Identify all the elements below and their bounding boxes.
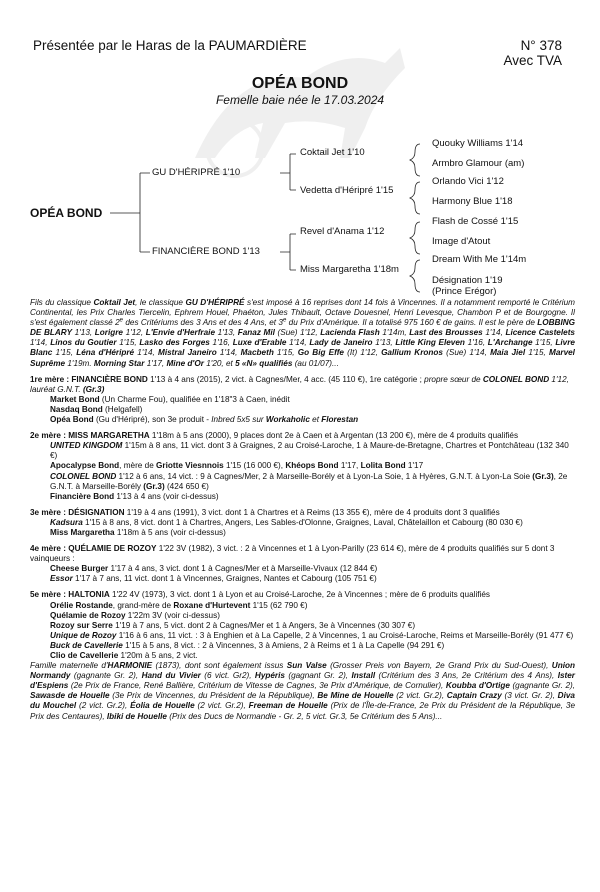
first-dam-section: 1re mère : FINANCIÈRE BOND 1'13 à 4 ans (2015), 2 vict. à Cagnes/Mer, 4 acc. (45 110 €), 1re catégorie ; propre sœur de COLONEL BOND 1'12, lauréat G.N.T. (Gr.3) Market Bond (Un Charme Fou), qualifiée en 1'18"3 à Caen, inédit Nasdaq Bond (Helgafell) Opéa Bond (Gu d'Héripré), son 3e produit - Inbred 5x5 sur Workaholic et Florestan — [30, 375, 575, 425]
list-item: Clio de Cavellerie 1'20m à 5 ans, 2 vict. — [50, 651, 198, 660]
horse-description: Femelle baie née le 17.03.2024 — [215, 93, 385, 107]
list-item: COLONEL BOND 1'12 à 6 ans, 14 vict. : 9 à Cagnes/Mer, 2 à Marseille-Borély et à Lyon-La Soie, 1 à Hyères, G.N.T. à Lyon-La Soie (Gr.3), 2e G.N.T. à Marseille-Borély (Gr.3) (424 650 €) — [50, 471, 568, 491]
pedigree-g3-8: Désignation 1'19 — [432, 275, 503, 286]
vat-status: Avec TVA — [503, 53, 562, 68]
fifth-dam-section: 5e mère : HALTONIA 1'22 4V (1973), 3 vict. dont 1 à Lyon et au Croisé-Laroche, 2e à Vincennes ; mère de 6 produits qualifiés Orélie Rostande, grand-mère de Roxane d'Hurtevent 1'15 (62 790 €) Quélamie de Rozoy 1'22m 3V (voir ci-dessus) Rozoy sur Serre 1'19 à 7 ans, 5 vict. dont 2 à Cagnes/Mer et 1 à Angers, 3e à Vincennes (30 307 €) Unique de Rozoy 1'16 à 6 ans, 11 vict. : 3 à Enghien et à La Capelle, 2 à Vincennes, 1 au Croisé-Laroche, Reims et Marseille-Borély (91 477 €) Buck de Cavellerie 1'15 à 5 ans, 8 vict. : 2 à Vincennes, 3 à Amiens, 2 à Reims et 1 à La Capelle (94 291 €) Clio de Cavellerie 1'20m à 5 ans, 2 vict. — [30, 590, 574, 660]
pedigree-g3-5: Flash de Cossé 1'15 — [432, 216, 519, 227]
pedigree-g3-7: Dream With Me 1'14m — [432, 254, 527, 265]
pedigree-g3-4: Harmony Blue 1'18 — [432, 196, 513, 207]
list-item: Opéa Bond (Gu d'Héripré), son 3e produit - Inbred 5x5 sur Workaholic et Florestan — [50, 415, 359, 425]
pedigree-tree — [0, 130, 600, 300]
maternal-family-paragraph: Famille maternelle d'HARMONIE (1873), dont sont également issus Sun Valse (Grosser Preis von Bayern, 2e Grand Prix du Sud-Ouest), Union Normandy (gagnante Gr. 2), Hand du Vivier (6 vict. Gr2), Hypéris (gagnant Gr. 2), Install (Critérium des 3 Ans, 2e Critérium des 4 Ans), Ister d'Espiens (2e Prix de France, René Ballière, Critérium de Vitesse de Cagnes, 3e Prix d'Amérique, de Cornulier), Koubba d'Ortige (gagnante Gr. 2), Sawasde de Houelle (3e Prix de Vincennes, du Président de la République), Be Mine de Houelle (2 vict. Gr.2), Captain Crazy (3 vict. Gr. 2), Diva du Mouchel (2 vict. Gr.2), Éolia de Houelle (2 vict. Gr.2), Freeman de Houelle (Prix de l'Île-de-France, 2e Prix du Président de la République, 3e Prix des Centaures), Ibiki de Houelle (Prix des Ducs de Normandie - Gr. 2, 5 vict. Gr.3, 5e Critérium des 5 Ans)... — [30, 661, 575, 721]
horse-name-title: OPÉA BOND — [251, 75, 349, 92]
list-item: Cheese Burger 1'17 à 4 ans, 3 vict. dont 1 à Cagnes/Mer et à Marseille-Vivaux (12 844 €) — [50, 564, 378, 574]
fourth-dam-label: 4e mère : QUÉLAMIE DE ROZOY — [30, 544, 157, 554]
fifth-dam-label: 5e mère : HALTONIA — [30, 590, 110, 600]
second-dam-section: 2e mère : MISS MARGARETHA 1'18m à 5 ans (2000), 9 places dont 2e à Caen et à Argentan (13 200 €), mère de 4 produits qualifiés UNITED KINGDOM 1'15m à 8 ans, 11 vict. dont 3 à Graignes, 2 au Croisé-Laroche, 1 à Maure-de-Bretagne, Chartres et Pontchâteau (132 340 €) Apocalypse Bond, mère de Griotte Viesnnois 1'15 (16 000 €), Khéops Bond 1'17, Lolita Bond 1'17 COLONEL BOND 1'12 à 6 ans, 14 vict. : 9 à Cagnes/Mer, 2 à Marseille-Borély et à Lyon-La Soie, 1 à Hyères, G.N.T. à Lyon-La Soie (Gr.3), 2e G.N.T. à Marseille-Borély (Gr.3) (424 650 €) Financière Bond 1'13 à 4 ans (voir ci-dessus) — [30, 431, 575, 502]
list-item: Orélie Rostande, grand-mère de Roxane d'Hurtevent 1'15 (62 790 €) — [50, 600, 308, 610]
list-item: Nasdaq Bond (Helgafell) — [50, 404, 143, 414]
presenter-text: Présentée par le Haras de la PAUMARDIÈRE — [33, 38, 307, 53]
sire-intro-paragraph: Fils du classique Coktail Jet, le classique GU D'HÉRIPRÉ s'est imposé à 16 reprises dont 14 fois à Vincennes. Il a notamment remporté le Critérium Continental, les Prix Charles Tiercelin, Ephrem Houel, Phaéton, Jules Thibault, Octave Douesnel, Henri Levesque, Chambon P et de Bourgogne. Il s'est également classé 2e des Critériums des 3 Ans et des 4 Ans, et 3e du Prix d'Amérique. Il a totalisé 975 160 € de gains. Il est le père de LOBBING DE BLARY 1'13, Lorigre 1'12, L'Envie d'Herfraie 1'13, Fanaz Mil (Sue) 1'12, Lacienda Flash 1'14m, Last des Brousses 1'14, Licence Castelets 1'14, Linos du Goutier 1'15, Lasko des Forges 1'16, Luxe d'Erable 1'14, Lady de Janeiro 1'13, Little King Eleven 1'16, L'Archange 1'15, Livre Blanc 1'15, Léna d'Héripré 1'14, Mistral Janeiro 1'14, Macbeth 1'15, Go Big Effe (It) 1'12, Gallium Kronos (Sue) 1'14, Maia Jiel 1'15, Marvel Suprême 1'19m. Morning Star 1'17, Mine d'Or 1'20, et 5 «N» qualifiés (au 01/07)... — [30, 298, 576, 368]
list-item: Buck de Cavellerie 1'15 à 5 ans, 8 vict. : 2 à Vincennes, 3 à Amiens, 2 à Reims et 1 à La Capelle (94 291 €) — [50, 640, 445, 650]
first-dam-label: 1re mère : FINANCIÈRE BOND — [30, 374, 148, 384]
pedigree-sire-sire: Coktail Jet 1'10 — [300, 147, 365, 158]
pedigree-sire: GU D'HÉRIPRÉ 1'10 — [152, 167, 241, 178]
pedigree-g3-1: Quouky Williams 1'14 — [432, 138, 524, 149]
second-dam-label: 2e mère : MISS MARGARETHA — [30, 431, 150, 441]
pedigree-g3-9: (Prince Erégor) — [432, 286, 497, 297]
list-item: Miss Margaretha 1'18m à 5 ans (voir ci-dessus) — [50, 527, 226, 537]
lot-info — [503, 38, 562, 68]
list-item: Market Bond (Un Charme Fou), qualifiée en 1'18"3 à Caen, inédit — [50, 394, 290, 404]
fourth-dam-section: 4e mère : QUÉLAMIE DE ROZOY 1'22 3V (1982), 3 vict. : 2 à Vincennes et 1 à Lyon-Parilly (23 614 €), mère de 4 produits qualifiés sur 5 dont 3 vainqueurs : Cheese Burger 1'17 à 4 ans, 3 vict. dont 1 à Cagnes/Mer et à Marseille-Vivaux (12 844 €) Essor 1'17 à 7 ans, 11 vict. dont 1 à Vincennes, Graignes, Nantes et Cabourg (105 751 €) — [30, 544, 575, 584]
list-item: Kadsura 1'15 à 8 ans, 8 vict. dont 1 à Chartres, Angers, Les Sables-d'Olonne, Graignes, Laval, Châtelaillon et Cabourg (80 030 €) — [50, 517, 523, 527]
list-item: Unique de Rozoy 1'16 à 6 ans, 11 vict. : 3 à Enghien et à La Capelle, 2 à Vincennes, 1 au Croisé-Laroche, Reims et Marseille-Borély (91 477 €) — [50, 630, 574, 640]
list-item: Rozoy sur Serre 1'19 à 7 ans, 5 vict. dont 2 à Cagnes/Mer et 1 à Angers, 3e à Vincennes (30 307 €) — [50, 620, 416, 630]
pedigree-sire-dam: Vedetta d'Héripré 1'15 — [300, 185, 394, 196]
pedigree-dam: FINANCIÈRE BOND 1'13 — [152, 246, 260, 257]
pedigree-dam-dam: Miss Margaretha 1'18m — [300, 264, 399, 275]
lot-number: N° 378 — [520, 38, 562, 53]
list-item: Essor 1'17 à 7 ans, 11 vict. dont 1 à Vincennes, Graignes, Nantes et Cabourg (105 751 €) — [50, 574, 377, 584]
pedigree-g3-6: Image d'Atout — [432, 236, 491, 247]
third-dam-section: 3e mère : DÉSIGNATION 1'19 à 4 ans (1991), 3 vict. dont 1 à Chartres et à Reims (13 355 €), mère de 4 produits dont 3 qualifiés Kadsura 1'15 à 8 ans, 8 vict. dont 1 à Chartres, Angers, Les Sables-d'Olonne, Graignes, Laval, Châtelaillon et Cabourg (80 030 €) Miss Margaretha 1'18m à 5 ans (voir ci-dessus) — [30, 508, 575, 538]
list-item: UNITED KINGDOM 1'15m à 8 ans, 11 vict. dont 3 à Graignes, 2 au Croisé-Laroche, 1 à Maure-de-Bretagne, Chartres et Pontchâteau (132 340 €) — [50, 441, 569, 461]
pedigree-subject: OPÉA BOND — [30, 206, 103, 220]
list-item: Quélamie de Rozoy 1'22m 3V (voir ci-dessus) — [50, 610, 220, 620]
catalog-body — [30, 298, 575, 722]
third-dam-label: 3e mère : DÉSIGNATION — [30, 507, 125, 517]
pedigree-g3-3: Orlando Vici 1'12 — [432, 176, 504, 187]
list-item: Financière Bond 1'13 à 4 ans (voir ci-dessus) — [50, 491, 219, 501]
pedigree-dam-sire: Revel d'Anama 1'12 — [300, 226, 385, 237]
pedigree-g3-2: Armbro Glamour (am) — [432, 158, 525, 169]
list-item: Apocalypse Bond, mère de Griotte Viesnnois 1'15 (16 000 €), Khéops Bond 1'17, Lolita Bond 1'17 — [50, 461, 424, 471]
